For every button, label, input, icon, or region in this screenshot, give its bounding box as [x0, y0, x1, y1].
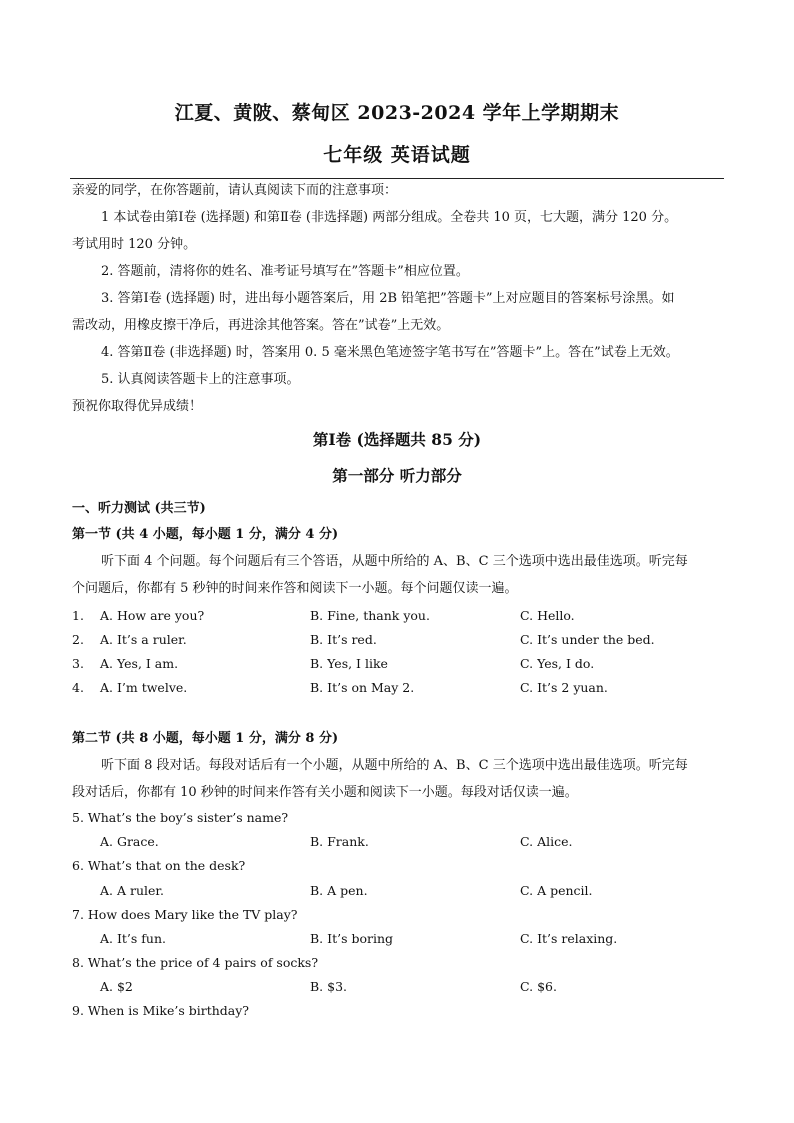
- question-number: 1.: [72, 608, 84, 623]
- question-number: 4.: [72, 680, 84, 695]
- section-2-instructions-cont: 段对话后，你都有 10 秒钟的时间来作答有关小题和阅读下一小题。每段对话仅读一遍。: [72, 785, 578, 800]
- section-1-instructions-cont: 个问题后，你都有 5 秒钟的时间来作答和阅读下一小题。每个问题仅读一遍。: [72, 581, 518, 596]
- option-a: A. I’m twelve.: [100, 680, 188, 695]
- question-text: 9. When is Mike’s birthday?: [72, 1003, 250, 1018]
- section-1-heading: 第一节 (共 4 小题，每小题 1 分，满分 4 分): [72, 527, 339, 542]
- option-a: A. Yes, I am.: [100, 656, 179, 671]
- notice-wish: 预祝你取得优异成绩！: [72, 399, 203, 414]
- question-number: 2.: [72, 632, 84, 647]
- option-a: A. A ruler.: [100, 883, 164, 898]
- option-b: B. $3.: [310, 979, 348, 994]
- header-divider: [70, 178, 724, 179]
- option-c: C. $6.: [520, 979, 557, 994]
- notice-item-4: 4. 答第Ⅱ卷 (非选择题) 时，答案用 0. 5 毫米黑色笔迹签字笔书写在”答题卡”上。答在”试卷上无效。: [101, 345, 679, 360]
- option-c: C. A pencil.: [520, 883, 593, 898]
- option-b: B. Yes, I like: [310, 656, 388, 671]
- question-number: 3.: [72, 656, 84, 671]
- notice-item-2: 2. 答题前，清将你的姓名、准考证号填写在”答题卡”相应位置。: [101, 264, 469, 279]
- section-2-instructions: 听下面 8 段对话。每段对话后有一个小题，从题中所给的 A、B、C 三个选项中选出最佳选项。听完每: [101, 758, 688, 773]
- option-a: A. It’s a ruler.: [100, 632, 187, 647]
- question-text: 8. What’s the price of 4 pairs of socks?: [72, 955, 319, 970]
- option-c: C. Hello.: [520, 608, 575, 623]
- exam-title: 江夏、黄陂、蔡甸区 2023-2024 学年上学期期末: [174, 102, 620, 124]
- notice-intro: 亲爱的同学，在你答题前，请认真阅读下而的注意事项：: [72, 183, 398, 198]
- option-c: C. It’s 2 yuan.: [520, 680, 608, 695]
- option-a: A. Grace.: [100, 834, 159, 849]
- notice-item-3: 3. 答第Ⅰ卷 (选择题) 时，进出每小题答案后，用 2B 铅笔把”答题卡”上对应题目的答案标号涂黑。如: [101, 291, 675, 306]
- option-b: B. It’s on May 2.: [310, 680, 415, 695]
- option-b: B. Fine, thank you.: [310, 608, 430, 623]
- notice-item-3-cont: 需改动，用橡皮擦干净后，再进涂其他答案。答在”试卷”上无效。: [72, 318, 450, 333]
- option-a: A. $2: [100, 979, 133, 994]
- option-b: B. Frank.: [310, 834, 369, 849]
- section-1-instructions: 听下面 4 个问题。每个问题后有三个答语，从题中所给的 A、B、C 三个选项中选出最佳选项。听完每: [101, 554, 688, 569]
- question-text: 5. What’s the boy’s sister’s name?: [72, 810, 289, 825]
- option-c: C. It’s under the bed.: [520, 632, 655, 647]
- exam-subtitle: 七年级 英语试题: [323, 144, 471, 166]
- option-a: A. How are you?: [100, 608, 205, 623]
- option-b: B. It’s red.: [310, 632, 377, 647]
- option-b: B. It’s boring: [310, 931, 394, 946]
- option-a: A. It’s fun.: [100, 931, 166, 946]
- notice-item-1-cont: 考试用时 120 分钟。: [72, 237, 197, 252]
- part-1-title: 第一部分 听力部分: [332, 466, 462, 485]
- option-c: C. Alice.: [520, 834, 573, 849]
- volume-1-title: 第Ⅰ卷 (选择题共 85 分): [312, 430, 482, 449]
- question-text: 7. How does Mary like the TV play?: [72, 907, 298, 922]
- notice-item-1: 1 本试卷由第Ⅰ卷 (选择题) 和第Ⅱ卷 (非选择题) 两部分组成。全卷共 10 页，七大题，满分 120 分。: [101, 210, 678, 225]
- notice-item-5: 5. 认真阅读答题卡上的注意事项。: [101, 372, 300, 387]
- option-c: C. It’s relaxing.: [520, 931, 618, 946]
- listening-heading: 一、听力测试 (共三节): [72, 501, 206, 516]
- option-b: B. A pen.: [310, 883, 368, 898]
- question-text: 6. What’s that on the desk?: [72, 858, 246, 873]
- section-2-heading: 第二节 (共 8 小题，每小题 1 分，满分 8 分): [72, 731, 339, 746]
- option-c: C. Yes, I do.: [520, 656, 595, 671]
